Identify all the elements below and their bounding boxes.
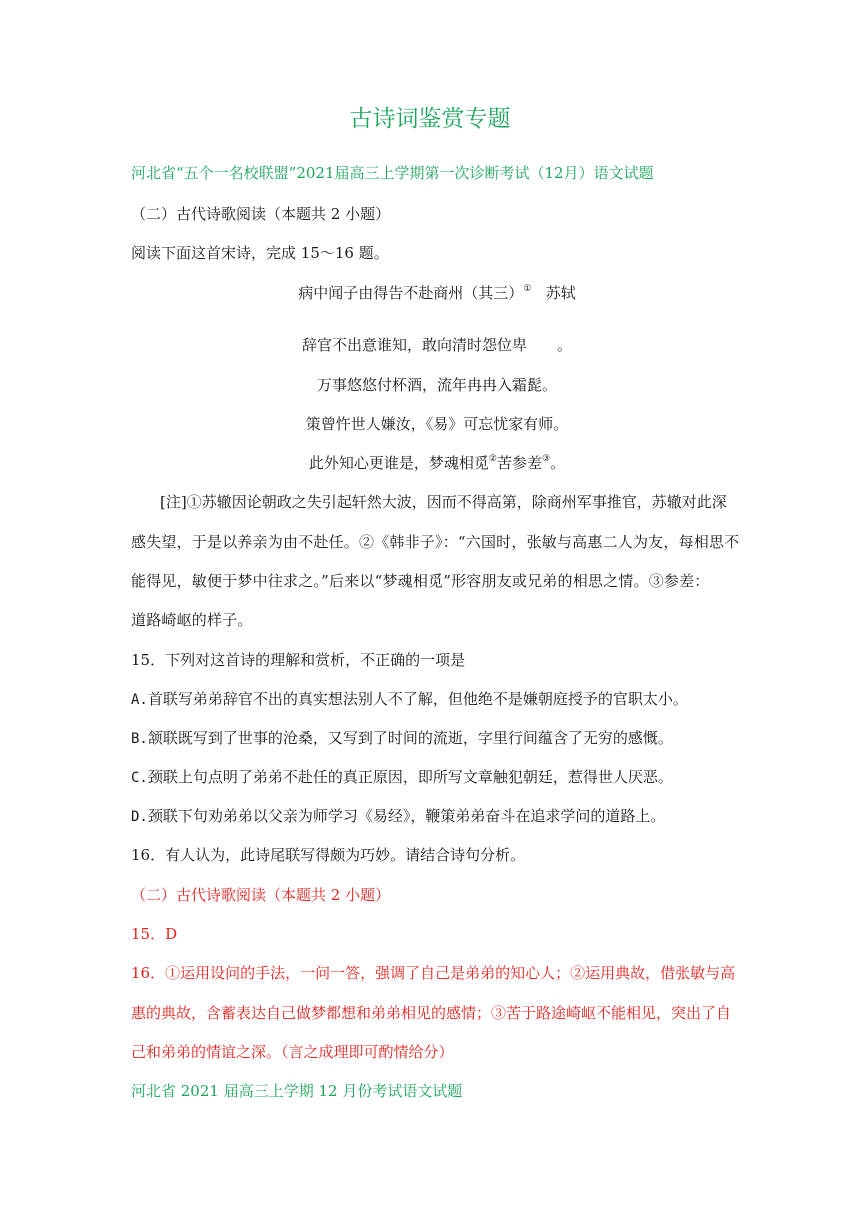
note-line: 感失望，于是以养亲为由不赴任。②《韩非子》：“六国时，张敏与高惠二人为友，每相思不 xyxy=(131,533,740,551)
page-title: 古诗词鉴赏专题 xyxy=(349,106,511,132)
answer-16-line: 惠的典故，含蓄表达自己做梦都想和弟弟相见的感情；③苦于路途崎岖不能相见，突出了自 xyxy=(131,1004,732,1022)
poem-line-4-part: 苦参差 xyxy=(496,454,542,472)
source-heading-1: 河北省“五个一名校联盟”2021届高三上学期第一次诊断考试（12月）语文试题 xyxy=(131,164,654,182)
option-letter: A. xyxy=(131,692,148,708)
option-c xyxy=(131,767,743,788)
poem-line-4-part: 此外知心更谁是，梦魂相觅 xyxy=(308,454,489,472)
option-text: 颈联下句劝弟弟以父亲为师学习《易经》，鞭策弟弟奋斗在追求学问的道路上。 xyxy=(147,807,666,825)
answer-heading: （二）古代诗歌阅读（本题共 2 小题） xyxy=(131,886,391,904)
section-heading: （二）古代诗歌阅读（本题共 2 小题） xyxy=(131,205,391,223)
option-letter: B. xyxy=(131,731,148,747)
option-a xyxy=(131,689,743,710)
note-line: 道路崎岖的样子。 xyxy=(131,611,253,629)
answer-16-line: 16．①运用设问的手法，一问一答，强调了自己是弟弟的知心人；②运用典故，借张敏与高 xyxy=(131,964,736,982)
option-letter: D. xyxy=(131,809,148,825)
note-line: 能得见，敏便于梦中往求之。”后来以“梦魂相觅”形容朋友或兄弟的相思之情。③参差： xyxy=(131,572,710,590)
option-b xyxy=(131,728,743,749)
footnote-marker: ③ xyxy=(542,454,551,464)
option-text: 首联写弟弟辞官不出的真实想法别人不了解，但他绝不是嫌朝庭授予的官职太小。 xyxy=(147,690,688,708)
poem-line-4 xyxy=(131,453,743,473)
poem-line-3: 策曾忤世人嫌汝，《易》可忘忧家有师。 xyxy=(305,415,569,433)
source-heading-2: 河北省 2021 届高三上学期 12 月份考试语文试题 xyxy=(131,1082,463,1100)
option-letter: C. xyxy=(131,770,148,786)
option-text: 颈联上句点明了弟弟不赴任的真正原因，即所写文章触犯朝廷，惹得世人厌恶。 xyxy=(147,768,673,786)
option-text: 颔联既写到了世事的沧桑，又写到了时间的流逝，字里行间蕴含了无穷的感慨。 xyxy=(147,729,673,747)
footnote-marker: ① xyxy=(523,284,532,294)
footnote-marker: ② xyxy=(488,454,497,464)
question-15-stem: 15．下列对这首诗的理解和赏析，不正确的一项是 xyxy=(131,651,466,669)
answer-15: 15．D xyxy=(131,925,178,943)
poem-line-4-part: 。 xyxy=(550,454,566,472)
poem-title: 病中闻子由得告不赴商州（其三） xyxy=(298,284,524,302)
poem-author: 苏轼 xyxy=(545,284,576,302)
answer-16-line: 己和弟弟的情谊之深。（言之成理即可酌情给分） xyxy=(131,1043,454,1061)
poem-line-2: 万事悠悠付杯酒，流年冉冉入霜髭。 xyxy=(316,376,557,394)
question-16-stem: 16．有人认为，此诗尾联写得颇为巧妙。请结合诗句分析。 xyxy=(131,846,526,864)
instruction-text: 阅读下面这首宋诗，完成 15～16 题。 xyxy=(131,244,389,262)
poem-line-1: 辞官不出意谁知，敢向清时怨位卑 。 xyxy=(301,336,572,354)
note-line: [注]①苏辙因论朝政之失引起轩然大波，因而不得高第，除商州军事推官，苏辙对此深 xyxy=(160,493,727,511)
option-d xyxy=(131,806,743,827)
poem-title-line xyxy=(131,283,743,303)
